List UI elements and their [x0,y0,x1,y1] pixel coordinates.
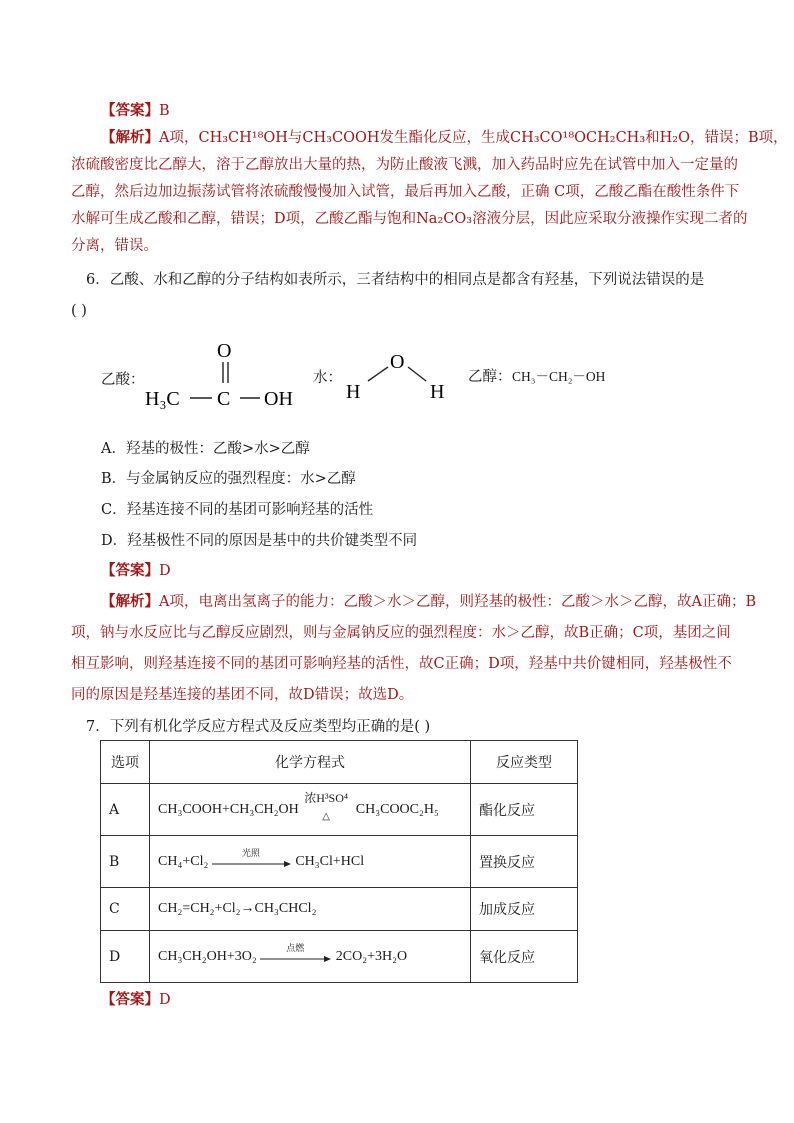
answer-tag: 【答案】 [101,562,159,579]
answer-value: B [159,103,170,119]
q6-option-c: C．羟基连接不同的基团可影响羟基的活性 [101,502,374,518]
equation-left: CH₄+Cl₂ [158,853,209,869]
q6-analysis-line-3: 相互影响，则羟基连接不同的基团可影响羟基的活性，故C正确；D项，羟基中共价键相同，羟基极性不 [71,656,732,672]
atom-o: O [390,351,405,373]
reaction-arrow [212,847,292,872]
q5-analysis-line-4: 水解可生成乙酸和乙醇，错误；D项，乙酸乙酯与饱和Na₂CO₃溶液分层，因此应采取分液操作实现二者的 [71,211,748,227]
q6-stem-blank: ( ) [71,303,87,319]
table-row [101,836,578,888]
equation-left: CH₃COOH+CH₃CH₂OH [158,801,299,817]
atom-h-left: H [346,381,361,403]
acetic-acid-label: 乙酸： [101,372,145,388]
reaction-arrow [260,942,332,967]
header-equation: 化学方程式 [150,741,471,784]
atom-o: O [217,340,232,362]
q5-answer [101,101,170,121]
q6-analysis-line-2: 项，钠与水反应比与乙醇反应剧烈，则与金属钠反应的强烈程度：水＞乙醇，故B正确；C项，基团之间 [71,625,731,641]
reaction-condition [302,790,352,827]
equation-right: CH₃Cl+HCl [295,853,365,869]
row-type: 氧化反应 [471,931,578,983]
group-h3c: H₃C [145,388,180,410]
row-option: D [101,931,150,983]
q6-option-b: B．与金属钠反应的强烈程度：水>乙醇 [101,471,356,487]
q6-analysis-line-4: 同的原因是羟基连接的基团不同，故D错误；故选D。 [71,687,414,703]
answer-tag: 【答案】 [101,991,159,1008]
q5-analysis-line-5: 分离，错误。 [71,238,158,254]
row-option: A [101,784,150,836]
row-equation [150,888,471,931]
q7-stem: 7．下列有机化学反应方程式及反应类型均正确的是( ) [86,719,431,735]
equation-left: CH₂=CH₂+Cl₂→CH₃CHCl₂ [158,901,317,916]
row-option: B [101,836,150,888]
arrow-icon [212,860,292,868]
table-row [101,888,578,931]
row-type: 加成反应 [471,888,578,931]
row-type: 置换反应 [471,836,578,888]
atom-c: C [217,388,231,410]
q5-analysis-line-3: 乙醇，然后边加边振荡试管将浓硫酸慢慢加入试管，最后再加入乙酸，正确 C项，乙酸乙酯在酸性条件下 [71,184,740,200]
q6-option-d: D．羟基极性不同的原因是基中的共价键类型不同 [101,533,418,549]
arrow-icon [260,955,332,963]
acetic-acid-structure [140,335,310,415]
condition-top: 浓H³SO⁴ [304,790,349,805]
answer-value: D [159,992,171,1008]
ethanol-label: 乙醇： [468,369,512,385]
row-equation [150,784,471,836]
q5-analysis-line-2: 浓硫酸密度比乙醇大，溶于乙醇放出大量的热，为防止酸液飞溅，加入药品时应先在试管中加入一定量的 [71,157,738,173]
q7-answer [101,990,171,1010]
table-header-row [101,741,578,784]
condition-bottom: △ [322,810,330,822]
header-option: 选项 [101,741,150,784]
equation-right: 2CO₂+3H₂O [335,948,408,964]
table-row [101,784,578,836]
q6-option-a: A．羟基的极性：乙酸>水>乙醇 [101,441,310,457]
q5-analysis-line-1 [101,128,788,148]
table-row [101,931,578,983]
analysis-tag: 【解析】 [101,593,159,610]
q6-stem: 6．乙酸、水和乙醇的分子结构如表所示，三者结构中的相同点是都含有羟基，下列说法错误的是 [86,272,705,288]
row-equation [150,931,471,983]
reaction-table [100,740,578,983]
group-oh: OH [264,388,293,410]
ethanol-formula: CH₃－CH₂－OH [512,369,606,384]
water-label: 水： [313,370,342,386]
analysis-text: A项，电离出氢离子的能力：乙酸＞水＞乙醇，则羟基的极性：乙酸＞水＞乙醇，故A正确；B [159,594,757,610]
answer-tag: 【答案】 [101,102,159,119]
condition-top: 点燃 [286,942,305,953]
q6-answer [101,561,171,581]
row-equation [150,836,471,888]
equation-right: CH₃COOC₂H₅ [355,801,439,817]
analysis-tag: 【解析】 [101,129,159,146]
answer-value: D [159,563,171,579]
q6-analysis-line-1 [101,592,756,612]
water-structure [340,345,460,405]
header-type: 反应类型 [471,741,578,784]
atom-h-right: H [430,381,445,403]
equation-left: CH₃CH₂OH+3O₂ [158,948,257,964]
row-option: C [101,888,150,931]
analysis-text: A项，CH₃CH¹⁸OH与CH₃COOH发生酯化反应，生成CH₃CO¹⁸OCH₂CH₃和H₂O，错误；B项， [159,130,788,146]
condition-top: 光照 [241,847,260,858]
row-type: 酯化反应 [471,784,578,836]
